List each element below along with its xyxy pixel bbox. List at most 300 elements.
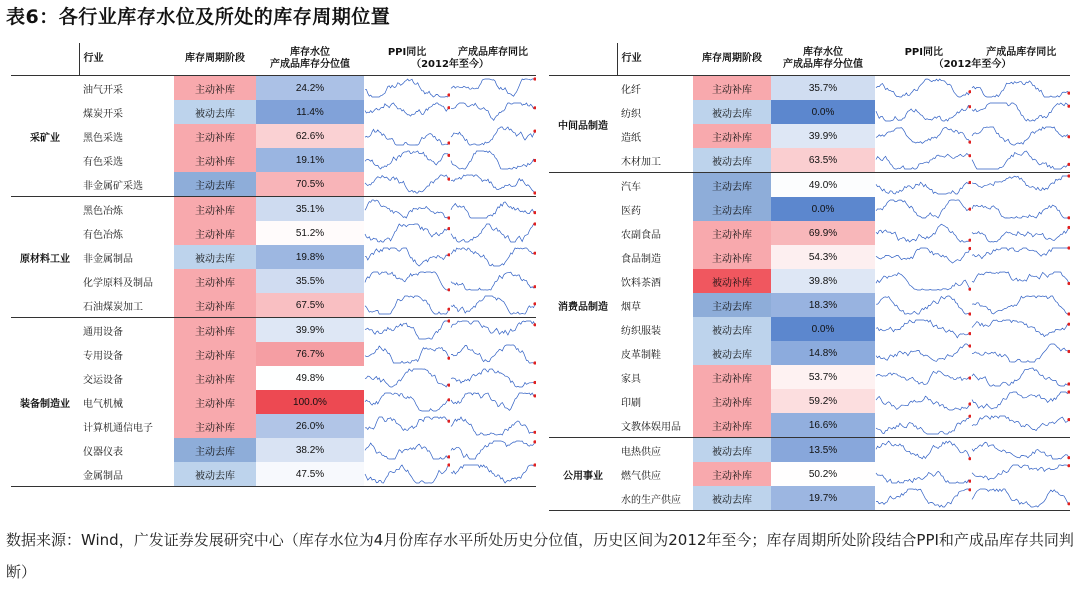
inventory-sparkline-cell [971,197,1070,221]
table-row [11,293,536,318]
cycle-stage: 被动去库 [693,148,771,173]
sparkline-path [365,321,449,339]
inventory-sparkline-cell [971,100,1070,124]
sparkline-path [365,417,449,430]
sparkline [364,269,450,293]
group-label: 消费品制造 [549,173,617,438]
latest-point-marker [533,394,536,397]
inventory-percentile: 0.0% [771,197,875,221]
sparkline [364,342,450,366]
sparkline [450,318,536,342]
ppi-sparkline-cell [364,148,450,172]
header-since-right: （2012年至今） [933,59,1012,70]
sparkline-path [365,369,449,387]
header-trends-right [875,43,1070,76]
sparkline-path [972,127,1069,145]
industry-name: 造纸 [621,132,641,144]
sparkline-path [365,224,449,242]
sparkline [875,317,971,341]
latest-point-marker [533,302,536,305]
latest-point-marker [447,357,450,360]
sparkline [364,438,450,462]
sparkline [450,172,536,196]
header-level-line2: 产成品库存分位值 [270,59,350,70]
sparkline-path [365,465,449,483]
sparkline [364,414,450,438]
sparkline [364,197,450,221]
sparkline [875,413,971,437]
table-row [11,172,536,197]
sparkline [364,366,450,390]
latest-point-marker [1067,216,1070,219]
industry-name: 汽车 [621,181,641,193]
inventory-sparkline-cell [971,413,1070,438]
latest-point-marker [968,154,971,157]
ppi-sparkline-cell [364,269,450,293]
sparkline-path [876,416,970,434]
sparkline-path [972,81,1069,97]
header-level-line2-right: 产成品库存分位值 [783,59,863,70]
inventory-percentile: 26.0% [256,414,364,438]
sparkline-path [972,392,1069,409]
cycle-stage: 被动去库 [174,245,256,269]
sparkline [364,390,450,414]
inventory-percentile: 16.6% [771,413,875,438]
inventory-percentile: 51.2% [256,221,364,245]
left-table [11,43,536,487]
cycle-stage: 被动去库 [174,100,256,124]
sparkline [450,148,536,172]
ppi-sparkline-cell [875,221,971,245]
table-row [549,341,1070,365]
latest-point-marker [1067,163,1070,166]
ppi-sparkline-cell [364,462,450,487]
latest-point-marker [968,488,971,491]
header-ppi: PPI同比 [387,47,427,58]
sparkline-path [972,151,1069,169]
inventory-percentile: 76.7% [256,342,364,366]
latest-point-marker [1067,282,1070,285]
table-row [11,197,536,222]
sparkline-path [451,175,535,193]
inventory-percentile: 0.0% [771,100,875,124]
sparkline [364,76,450,100]
sparkline-path [365,443,449,459]
sparkline [364,172,450,196]
industry-name: 印刷 [621,397,641,409]
latest-point-marker [1067,323,1070,326]
latest-point-marker [968,208,971,211]
inventory-sparkline-cell [971,269,1070,293]
latest-point-marker [968,247,971,250]
table-row [11,100,536,124]
ppi-sparkline-cell [364,124,450,148]
sparkline-path [365,175,449,193]
latest-point-marker [968,141,971,144]
sparkline-path [876,489,970,507]
sparkline [875,341,971,365]
industry-name: 纺织服装 [621,325,661,337]
inventory-percentile: 39.9% [256,318,364,343]
header-industry-right: 行业 [617,43,693,76]
ppi-sparkline-cell [875,100,971,124]
latest-point-marker [968,90,971,93]
sparkline [971,462,1070,486]
sparkline [450,100,536,124]
cycle-stage: 主动补库 [174,390,256,414]
inventory-percentile: 18.3% [771,293,875,317]
sparkline-path [451,441,535,459]
inventory-percentile: 49.8% [256,366,364,390]
table-row [11,221,536,245]
inventory-percentile: 70.5% [256,172,364,197]
sparkline-path [876,105,970,121]
table-row [11,318,536,343]
sparkline [450,438,536,462]
ppi-sparkline-cell [875,245,971,269]
sparkline-path [451,224,535,242]
sparkline [450,390,536,414]
sparkline [875,124,971,148]
sparkline [364,318,450,342]
inventory-sparkline-cell [450,366,536,390]
sparkline [971,317,1070,341]
inventory-percentile: 100.0% [256,390,364,414]
industry-name: 烟草 [621,301,641,313]
cycle-stage: 主动补库 [693,76,771,101]
inventory-percentile: 24.2% [256,76,364,101]
sparkline [971,413,1070,437]
table-row [549,438,1070,463]
sparkline-path [451,417,535,435]
cycle-stage: 主动补库 [693,365,771,389]
industry-name: 有色冶炼 [83,229,123,241]
sparkline [450,221,536,245]
table-row [549,365,1070,389]
sparkline [364,100,450,124]
table-row [549,462,1070,486]
latest-point-marker [533,130,536,133]
industry-name: 专用设备 [83,350,123,362]
sparkline [364,148,450,172]
inventory-percentile: 67.5% [256,293,364,318]
inventory-sparkline-cell [971,389,1070,413]
inventory-percentile: 47.5% [256,462,364,487]
sparkline-path [365,272,449,290]
latest-point-marker [968,415,971,418]
inventory-sparkline-cell [971,76,1070,101]
header-stage-right: 库存周期阶段 [693,43,771,76]
cycle-stage: 主动去库 [174,172,256,197]
table-row [549,173,1070,198]
industry-name: 水的生产供应 [617,486,693,511]
inventory-sparkline-cell [450,438,536,462]
inventory-sparkline-cell [971,486,1070,511]
sparkline-path [451,345,535,363]
table-row [549,486,1070,511]
table-row [549,413,1070,438]
cycle-stage: 被动去库 [693,100,771,124]
inventory-percentile: 35.5% [256,269,364,293]
sparkline-path [972,296,1069,314]
ppi-sparkline-cell [364,197,450,222]
table-row [549,389,1070,413]
latest-point-marker [1067,226,1070,229]
sparkline-path [876,344,970,361]
industry-name: 油气开采 [83,84,123,96]
sparkline [875,365,971,389]
sparkline [875,245,971,269]
sparkline-path [451,272,535,290]
inventory-percentile: 13.5% [771,438,875,463]
inventory-percentile: 38.2% [256,438,364,462]
cycle-stage: 被动去库 [174,462,256,487]
inventory-percentile: 59.2% [771,389,875,413]
header-industry: 行业 [79,43,174,76]
latest-point-marker [533,381,536,384]
sparkline [971,76,1070,100]
table-row [11,390,536,414]
inventory-percentile: 39.8% [771,269,875,293]
sparkline [450,342,536,366]
cycle-stage: 主动去库 [693,173,771,198]
table-row [549,124,1070,148]
inventory-percentile: 49.0% [771,173,875,198]
cycle-stage: 主动补库 [174,318,256,343]
sparkline-path [365,103,449,116]
table-row [549,293,1070,317]
inventory-sparkline-cell [971,317,1070,341]
ppi-sparkline-cell [364,366,450,390]
inventory-sparkline-cell [971,365,1070,389]
latest-point-marker [533,431,536,434]
inventory-sparkline-cell [450,245,536,269]
sparkline [971,148,1070,172]
table-row [11,148,536,172]
group-label: 采矿业 [11,76,79,197]
sparkline [971,269,1070,293]
ppi-sparkline-cell [364,293,450,318]
sparkline [450,414,536,438]
ppi-sparkline-cell [364,245,450,269]
sparkline-path [972,442,1069,459]
inventory-percentile: 11.4% [256,100,364,124]
ppi-sparkline-cell [364,342,450,366]
sparkline [875,221,971,245]
header-stage: 库存周期阶段 [174,43,256,76]
sparkline-path [972,205,1069,218]
latest-point-marker [968,344,971,347]
inventory-sparkline-cell [971,293,1070,317]
cycle-stage: 主动补库 [174,76,256,101]
sparkline-path [972,176,1069,191]
table-row [549,100,1070,124]
table-row [549,317,1070,341]
cycle-stage: 主动补库 [693,462,771,486]
latest-point-marker [1067,312,1070,315]
cycle-stage: 主动补库 [174,366,256,390]
cycle-stage: 被动去库 [693,486,771,511]
sparkline-path [365,79,449,97]
inventory-percentile: 35.7% [771,76,875,101]
ppi-sparkline-cell [875,293,971,317]
sparkline-path [365,129,449,145]
industry-name: 黑色冶炼 [83,205,123,217]
latest-point-marker [1067,246,1070,249]
sparkline-path [451,296,535,314]
table-row [11,462,536,487]
cycle-stage: 主动补库 [174,221,256,245]
header-since: （2012年至今） [411,59,489,70]
inventory-percentile: 50.2% [771,462,875,486]
sparkline-path [876,320,970,338]
table-row [11,366,536,390]
sparkline [450,245,536,269]
sparkline-path [451,465,535,483]
sparkline-path [972,103,1069,121]
inventory-sparkline-cell [450,148,536,172]
ppi-sparkline-cell [364,318,450,343]
header-inv-right: 产成品库存同比 [986,47,1057,58]
sparkline [971,245,1070,269]
inventory-sparkline-cell [971,148,1070,173]
latest-point-marker [447,308,450,311]
sparkline [875,462,971,486]
inventory-sparkline-cell [450,100,536,124]
sparkline-path [365,200,449,218]
latest-point-marker [447,398,450,401]
sparkline-path [876,371,970,384]
sparkline-path [876,79,970,97]
sparkline-path [365,393,449,411]
sparkline-path [972,248,1069,259]
industry-name: 黑色采选 [83,132,123,144]
sparkline [875,293,971,317]
sparkline [450,293,536,317]
inventory-sparkline-cell [971,221,1070,245]
right-table [549,43,1070,511]
cycle-stage: 主动去库 [174,438,256,462]
sparkline [971,389,1070,413]
sparkline [971,438,1070,462]
sparkline [450,197,536,221]
inventory-sparkline-cell [971,438,1070,463]
cycle-stage: 主动补库 [693,221,771,245]
table-row [549,197,1070,221]
table-row [11,414,536,438]
industry-name: 交运设备 [83,374,123,386]
latest-point-marker [533,222,536,225]
sparkline-path [972,465,1069,480]
table-row [11,438,536,462]
industry-name: 纺织 [621,108,641,120]
ppi-sparkline-cell [364,100,450,124]
latest-point-marker [968,376,971,379]
ppi-sparkline-cell [364,172,450,197]
header-trends [364,43,536,76]
sparkline [875,438,971,462]
source-note: 数据来源：Wind，广发证券发展研究中心（库存水位为4月份库存水平所处历史分位值，历史区间为2012年至今；库存周期所处阶段结合PPI和产成品库存共同判断） [6,531,1074,581]
table-row [11,76,536,101]
header-level [256,43,364,76]
header-blank [11,43,79,76]
industry-name: 化学原料及制品 [83,277,153,289]
inventory-sparkline-cell [450,172,536,197]
sparkline [450,76,536,100]
sparkline-path [972,344,1069,362]
sparkline-path [876,200,970,218]
inventory-percentile: 62.6% [256,124,364,148]
cycle-stage: 被动补库 [693,269,771,293]
ppi-sparkline-cell [364,438,450,462]
industry-name: 木材加工 [617,148,693,173]
group-label: 中间品制造 [549,76,617,173]
sparkline-path [365,296,449,314]
table-title: 表6：各行业库存水位及所处的库存周期位置 [6,6,391,28]
table-row [11,245,536,269]
industry-name: 煤炭开采 [83,108,123,120]
cycle-stage: 主动补库 [693,389,771,413]
sparkline-path [876,396,970,410]
table-row [549,148,1070,173]
ppi-sparkline-cell [875,389,971,413]
cycle-stage: 主动补库 [174,148,256,172]
sparkline-path [451,369,535,387]
inventory-percentile: 69.9% [771,221,875,245]
sparkline-path [876,182,970,194]
table-row [549,221,1070,245]
industry-name: 有色采选 [83,156,123,168]
sparkline [364,462,450,486]
latest-point-marker [1067,464,1070,467]
table-row [11,124,536,148]
industry-name: 皮革制鞋 [621,349,661,361]
header-blank-right [549,43,617,76]
sparkline-path [365,346,449,363]
latest-point-marker [1067,456,1070,459]
cycle-stage: 主动补库 [174,197,256,222]
cycle-stage: 被动去库 [693,317,771,341]
inventory-sparkline-cell [450,342,536,366]
inventory-percentile: 0.0% [771,317,875,341]
ppi-sparkline-cell [364,76,450,101]
inventory-sparkline-cell [450,76,536,101]
inventory-percentile: 39.9% [771,124,875,148]
inventory-sparkline-cell [971,124,1070,148]
sparkline-path [972,368,1069,386]
group-label: 公用事业 [549,438,617,511]
sparkline-path [972,228,1069,243]
sparkline [971,365,1070,389]
latest-point-marker [447,288,450,291]
sparkline-path [365,248,449,266]
ppi-sparkline-cell [875,124,971,148]
sparkline [875,197,971,221]
inventory-sparkline-cell [971,341,1070,365]
sparkline-path [972,489,1069,507]
sparkline [875,173,971,197]
latest-point-marker [968,332,971,335]
sparkline-path [876,441,970,459]
sparkline-path [876,127,970,143]
ppi-sparkline-cell [875,413,971,438]
latest-point-marker [968,312,971,315]
header-ppi-right: PPI同比 [904,47,943,58]
sparkline [971,341,1070,365]
industry-name: 计算机通信电子 [83,422,153,434]
sparkline [364,221,450,245]
cycle-stage: 主动补库 [693,413,771,438]
